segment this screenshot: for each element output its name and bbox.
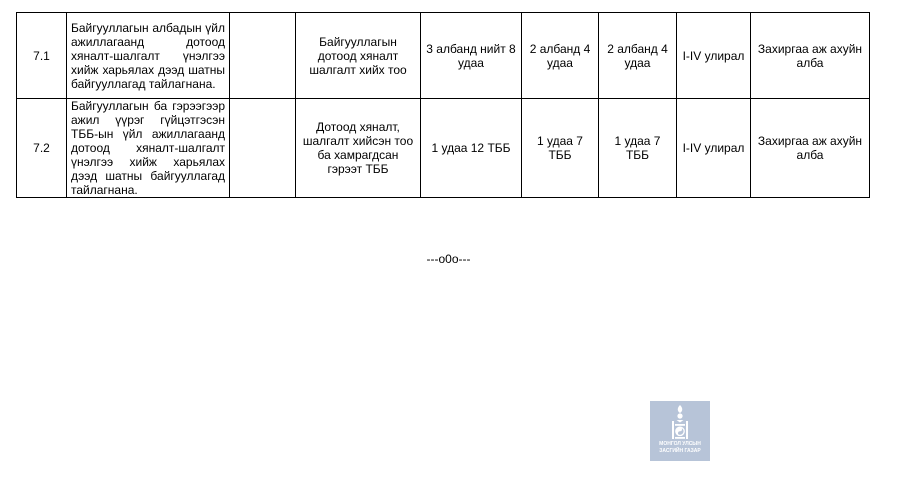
baseline-cell: 1 удаа 12 ТББ	[421, 99, 522, 198]
row-number: 7.1	[17, 13, 67, 99]
target-cell: 2 албанд 4 удаа	[522, 13, 599, 99]
table-row	[17, 13, 870, 99]
row-number: 7.2	[17, 99, 67, 198]
end-mark: ---o0o---	[426, 252, 471, 266]
emblem-text-line1: МОНГОЛ УЛСЫН	[659, 441, 701, 447]
empty-cell	[230, 13, 296, 99]
plan-table	[16, 12, 870, 198]
responsible-cell: Захиргаа аж ахуйн алба	[751, 99, 870, 198]
target-cell: 2 албанд 4 удаа	[599, 13, 677, 99]
emblem-text-line2: ЗАСГИЙН ГАЗАР	[659, 448, 701, 454]
indicator-cell: Дотоод хяналт, шалгалт хийсэн тоо ба хамрагдсан гэрээт ТББ	[296, 99, 421, 198]
indicator-cell: Байгууллагын дотоод хяналт шалгалт хийх тоо	[296, 13, 421, 99]
table-row	[17, 99, 870, 198]
empty-cell	[230, 99, 296, 198]
baseline-cell: 3 албанд нийт 8 удаа	[421, 13, 522, 99]
period-cell: I-IV улирал	[677, 99, 751, 198]
period-cell: I-IV улирал	[677, 13, 751, 99]
activity-description: Байгууллагын албадын үйл ажиллагаанд дотоод хяналт-шалгалт үнэлгээ хийж харьялах дээд шатны байгууллагад тайлагнана.	[67, 13, 230, 99]
target-cell: 1 удаа 7 ТББ	[599, 99, 677, 198]
activity-description: Байгууллагын ба гэрээгээр ажил үүрэг гүйцэтгэсэн ТББ-ын үйл ажиллагаанд дотоод хяналт-шалгалт үнэлгээ хийж харьялах дээд шатны байгууллагад тайлагнана.	[67, 99, 230, 198]
target-cell: 1 удаа 7 ТББ	[522, 99, 599, 198]
responsible-cell: Захиргаа аж ахуйн алба	[751, 13, 870, 99]
government-emblem	[650, 401, 710, 461]
